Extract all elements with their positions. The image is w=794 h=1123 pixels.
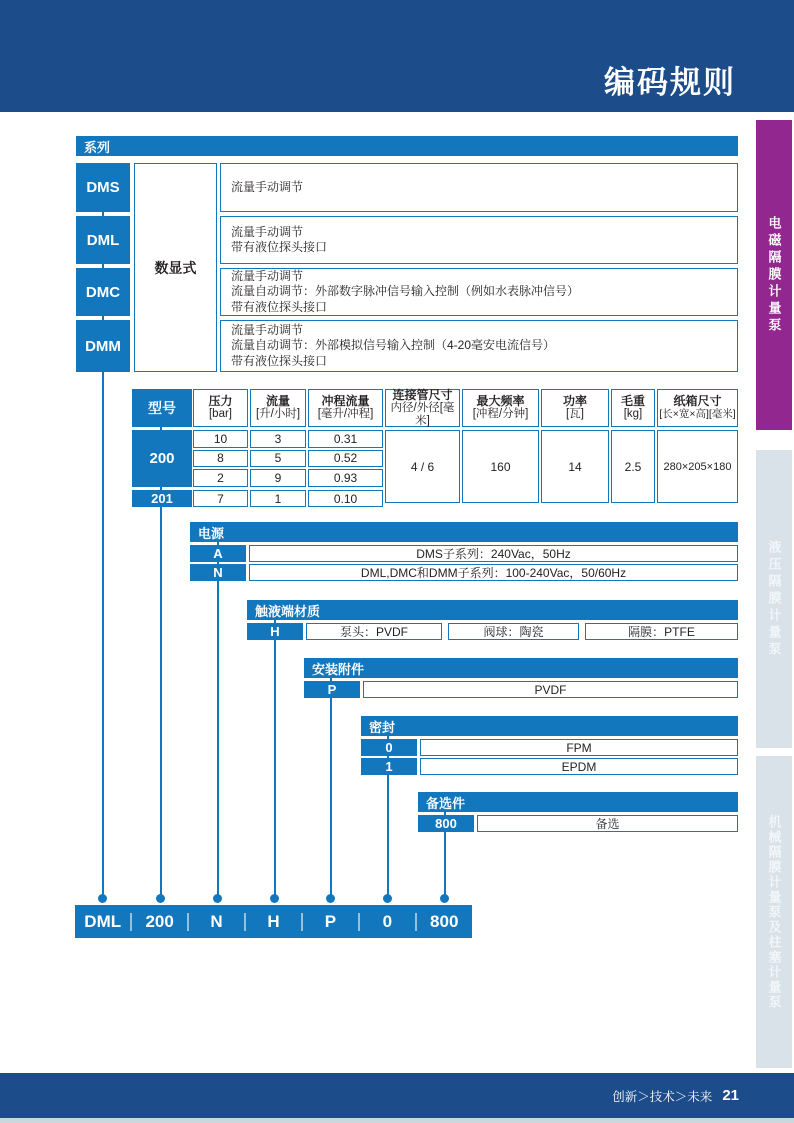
series-desc-dml [220, 216, 738, 264]
example-code-bar [75, 905, 472, 938]
col-header-carton-size [657, 389, 738, 427]
footer-slogan: 创新＞技术＞未来 [612, 1089, 713, 1104]
connector-dot [270, 894, 279, 903]
desc-line: 流量手动调节 [231, 179, 304, 194]
col-header-line1: 功率 [562, 394, 587, 408]
connector-line-mounting [330, 668, 332, 896]
code-segment: 200 [145, 911, 174, 931]
desc-line: 带有液位探头接口 [231, 299, 328, 314]
tab-solenoid-diaphragm-pump: 电磁隔膜计量泵 [756, 120, 792, 430]
connector-dot [440, 894, 449, 903]
wetted-value-pump-head: 泵头：PVDF [306, 623, 442, 640]
cell-weight: 2.5 [611, 430, 655, 503]
connector-dot [213, 894, 222, 903]
col-header-line2: [毫升/冲程] [317, 408, 374, 420]
mounting-section-header: 安装附件 [304, 658, 738, 678]
model-table-corner: 型号 [132, 389, 192, 427]
connector-dot [383, 894, 392, 903]
series-code-dml: DML [76, 216, 130, 264]
col-header-line1: 纸箱尺寸 [673, 394, 722, 408]
cell-carton-size: 280×205×180 [657, 430, 738, 503]
power-value-a: DMS子系列：240Vac，50Hz [249, 545, 738, 562]
cell-flow: 9 [250, 469, 306, 487]
cell-max-frequency: 160 [462, 430, 539, 503]
series-desc-dmm [220, 320, 738, 372]
col-header-line1: 最大频率 [476, 394, 525, 408]
col-header-line2: [冲程/分钟] [472, 408, 529, 420]
cell-pipe-size: 4 / 6 [385, 430, 460, 503]
wetted-value-diaphragm: 隔膜：PTFE [585, 623, 738, 640]
col-header-line2: [bar] [208, 408, 232, 420]
wetted-material-section-header: 触液端材质 [247, 600, 738, 620]
cell-pressure: 10 [193, 430, 248, 448]
wetted-value-valve-ball: 阀球：陶瓷 [448, 623, 579, 640]
cell-stroke-flow: 0.52 [308, 450, 383, 468]
code-segment: H [267, 911, 280, 931]
series-code-dms: DMS [76, 163, 130, 212]
col-header-line2: [瓦] [566, 408, 584, 420]
col-header-line1: 连接管尺寸 [392, 387, 453, 402]
col-header-line1: 冲程流量 [321, 394, 370, 408]
mounting-value: PVDF [363, 681, 738, 698]
desc-line: 流量手动调节 [231, 224, 304, 239]
model-code-201: 201 [132, 490, 192, 507]
seal-section-header: 密封 [361, 716, 738, 736]
page-footer-bar [0, 1073, 794, 1118]
seal-code-0: 0 [361, 739, 417, 756]
power-value-n: DML,DMC和DMM子系列：100-240Vac，50/60Hz [249, 564, 738, 581]
page-title: 编码规则 [604, 65, 736, 100]
cell-power: 14 [541, 430, 609, 503]
desc-line: 带有液位探头接口 [231, 240, 328, 254]
power-code-a: A [190, 545, 246, 562]
cell-pressure: 2 [193, 469, 248, 487]
col-header-weight [611, 389, 655, 427]
desc-line: 流量自动调节：外部数字脉冲信号输入控制（例如水表脉冲信号） [231, 284, 580, 299]
seal-code-1: 1 [361, 758, 417, 775]
col-header-pipe-size [385, 389, 460, 427]
col-header-line2: [kg] [623, 408, 643, 420]
col-header-line2: [长×宽×高][毫米] [659, 408, 736, 420]
col-header-power [541, 389, 609, 427]
cell-flow: 3 [250, 430, 306, 448]
col-header-line2: [升/小时] [255, 408, 301, 420]
desc-line: 流量自动调节：外部模拟信号输入控制（4-20毫安电流信号） [231, 338, 556, 353]
code-segment: 800 [430, 911, 459, 931]
connector-dot [326, 894, 335, 903]
power-section-header: 电源 [190, 522, 738, 542]
connector-line-power [217, 532, 219, 896]
series-desc-dms [220, 163, 738, 212]
cell-flow: 5 [250, 450, 306, 468]
tab-mechanical-diaphragm-plunger-pump: 机械隔膜计量泵及柱塞计量泵 [756, 756, 792, 1068]
series-group-label: 数显式 [134, 163, 217, 372]
tab-hydraulic-diaphragm-pump: 液压隔膜计量泵 [756, 450, 792, 748]
series-desc-dmc [220, 268, 738, 316]
cell-stroke-flow: 0.10 [308, 490, 383, 507]
series-section-header: 系列 [76, 136, 738, 156]
series-code-dmc: DMC [76, 268, 130, 316]
footer-bottom-strip [0, 1118, 794, 1123]
seal-value-epdm: EPDM [420, 758, 738, 775]
footer-page-number: 21 [722, 1087, 739, 1104]
cell-stroke-flow: 0.31 [308, 430, 383, 448]
code-segment: N [210, 911, 223, 931]
optional-value: 备选 [477, 815, 738, 832]
col-header-line1: 流量 [265, 394, 290, 408]
connector-dot [156, 894, 165, 903]
col-header-stroke-flow [308, 389, 383, 427]
cell-stroke-flow: 0.93 [308, 469, 383, 487]
desc-line: 流量手动调节 [231, 322, 304, 337]
optional-section-header: 备选件 [418, 792, 738, 812]
code-segment: DML [84, 911, 122, 931]
code-segment: P [324, 911, 337, 931]
col-header-flow [250, 389, 306, 427]
power-code-n: N [190, 564, 246, 581]
connector-line-wetted [274, 610, 276, 896]
series-code-dmm: DMM [76, 320, 130, 372]
col-header-max-frequency [462, 389, 539, 427]
cell-pressure: 7 [193, 490, 248, 507]
desc-line: 带有液位探头接口 [231, 353, 328, 368]
connector-dot [98, 894, 107, 903]
code-segment: 0 [382, 911, 393, 931]
col-header-line1: 压力 [208, 394, 233, 408]
page-header-banner [0, 0, 794, 112]
wetted-code-h: H [247, 623, 303, 640]
col-header-line1: 毛重 [620, 394, 645, 408]
col-header-line2: 内径/外径[毫米] [390, 401, 455, 427]
mounting-code-p: P [304, 681, 360, 698]
cell-flow: 1 [250, 490, 306, 507]
model-code-200: 200 [132, 430, 192, 487]
optional-code-800: 800 [418, 815, 474, 832]
seal-value-fpm: FPM [420, 739, 738, 756]
cell-pressure: 8 [193, 450, 248, 468]
desc-line: 流量手动调节 [231, 268, 304, 283]
col-header-pressure [193, 389, 248, 427]
